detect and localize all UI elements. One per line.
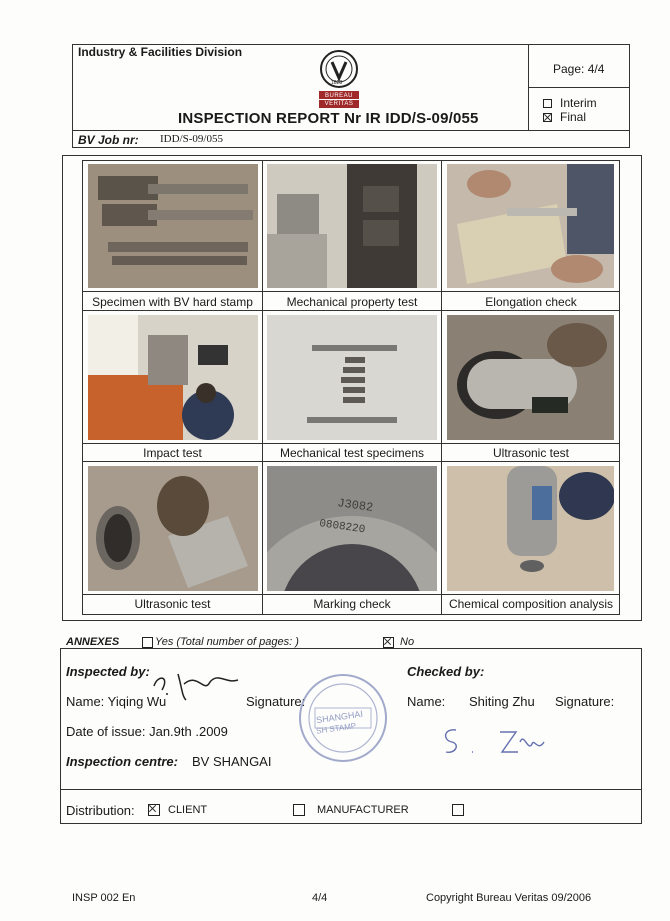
annexes-label: ANNEXES bbox=[66, 636, 120, 648]
grid-vline-1 bbox=[262, 160, 263, 615]
photo-caliper-measure bbox=[447, 164, 614, 288]
svg-text:0808220: 0808220 bbox=[318, 518, 366, 537]
header-divider-mid bbox=[528, 87, 630, 88]
report-title: INSPECTION REPORT Nr IR IDD/S-09/055 bbox=[178, 110, 479, 127]
stamp-subtext: SH STAMP bbox=[315, 721, 357, 736]
caption-1: Specimen with BV hard stamp bbox=[92, 295, 253, 309]
inspector-name: Name: Yiqing Wu bbox=[66, 694, 167, 709]
other-checkbox bbox=[452, 804, 464, 816]
interim-checkbox bbox=[543, 99, 552, 108]
footer-copyright: Copyright Bureau Veritas 09/2006 bbox=[426, 892, 592, 904]
caption-6: Ultrasonic test bbox=[492, 446, 570, 460]
page-number: Page: 4/4 bbox=[553, 62, 605, 76]
client-checkbox bbox=[148, 804, 160, 816]
client-label: CLIENT bbox=[168, 804, 208, 816]
photo-ultrasonic-probe bbox=[447, 315, 614, 440]
caption-7: Ultrasonic test bbox=[134, 597, 211, 611]
photo-test-specimens bbox=[267, 315, 437, 440]
grid-hline-4 bbox=[82, 461, 620, 462]
annexes-no-checkbox bbox=[383, 637, 394, 648]
grid-vline-2 bbox=[441, 160, 442, 615]
checker-name-label: Name: bbox=[407, 694, 446, 709]
caption-3: Elongation check bbox=[485, 295, 577, 309]
photo-marking-closeup bbox=[267, 466, 437, 591]
grid-hline-1 bbox=[82, 291, 620, 292]
footer-form-code: INSP 002 En bbox=[72, 892, 136, 904]
job-number-label: BV Job nr: bbox=[78, 133, 139, 147]
caption-5: Mechanical test specimens bbox=[279, 446, 425, 460]
caption-4: Impact test bbox=[143, 446, 202, 460]
date-of-issue: Date of issue: Jan.9th .2009 bbox=[66, 724, 228, 739]
grid-hline-5 bbox=[82, 594, 620, 595]
grid-hline-3 bbox=[82, 443, 620, 444]
checker-signature-icon bbox=[440, 718, 550, 760]
manufacturer-checkbox bbox=[293, 804, 305, 816]
annexes-yes-checkbox bbox=[142, 637, 153, 648]
annexes-no-label: No bbox=[400, 636, 415, 648]
svg-text:J3082: J3082 bbox=[336, 496, 375, 515]
distribution-client bbox=[148, 804, 207, 816]
stamp-text: SHANGHAI bbox=[315, 708, 364, 726]
header-divider-bottom bbox=[72, 130, 630, 131]
annexes-yes-option bbox=[142, 636, 299, 648]
job-number-value: IDD/S-09/055 bbox=[160, 133, 223, 145]
grid-hline-2 bbox=[82, 310, 620, 311]
footer-page: 4/4 bbox=[312, 892, 328, 904]
final-checkbox bbox=[543, 113, 552, 122]
annexes-no-option bbox=[383, 636, 414, 648]
photo-tensile-machine bbox=[267, 164, 437, 288]
manufacturer-label: MANUFACTURER bbox=[317, 804, 409, 816]
inspection-centre-value: BV SHANGAI bbox=[192, 754, 272, 769]
distribution-label: Distribution: bbox=[66, 803, 135, 818]
photo-stamped-specimens bbox=[88, 164, 258, 288]
caption-8: Marking check bbox=[313, 597, 391, 611]
checker-signature-label: Signature: bbox=[555, 694, 615, 709]
photo-pipe-inspection bbox=[88, 466, 258, 591]
distribution-manufacturer bbox=[293, 804, 409, 816]
photo-spectrometer bbox=[447, 466, 614, 591]
inspection-divider bbox=[60, 789, 642, 790]
caption-2: Mechanical property test bbox=[286, 295, 418, 309]
logo-year: 1828 bbox=[331, 80, 343, 86]
photo-impact-tester bbox=[88, 315, 258, 440]
final-label: Final bbox=[560, 110, 587, 124]
distribution-other bbox=[452, 804, 472, 816]
option-final bbox=[543, 110, 586, 124]
annexes-yes-label: Yes (Total number of pages: ) bbox=[155, 636, 299, 648]
inspector-signature-icon bbox=[148, 664, 244, 704]
caption-9: Chemical composition analysis bbox=[448, 597, 614, 611]
inspected-by-label: Inspected by: bbox=[66, 664, 150, 679]
checker-name-value: Shiting Zhu bbox=[469, 694, 535, 709]
inspection-centre-label: Inspection centre: bbox=[66, 754, 178, 769]
inspector-signature-label: Signature: bbox=[246, 694, 306, 709]
interim-label: Interim bbox=[560, 96, 597, 110]
division-name: Industry & Facilities Division bbox=[78, 45, 243, 59]
logo-text: BUREAU VERITAS bbox=[324, 93, 354, 107]
option-interim bbox=[543, 96, 597, 110]
checked-by-label: Checked by: bbox=[407, 664, 485, 679]
